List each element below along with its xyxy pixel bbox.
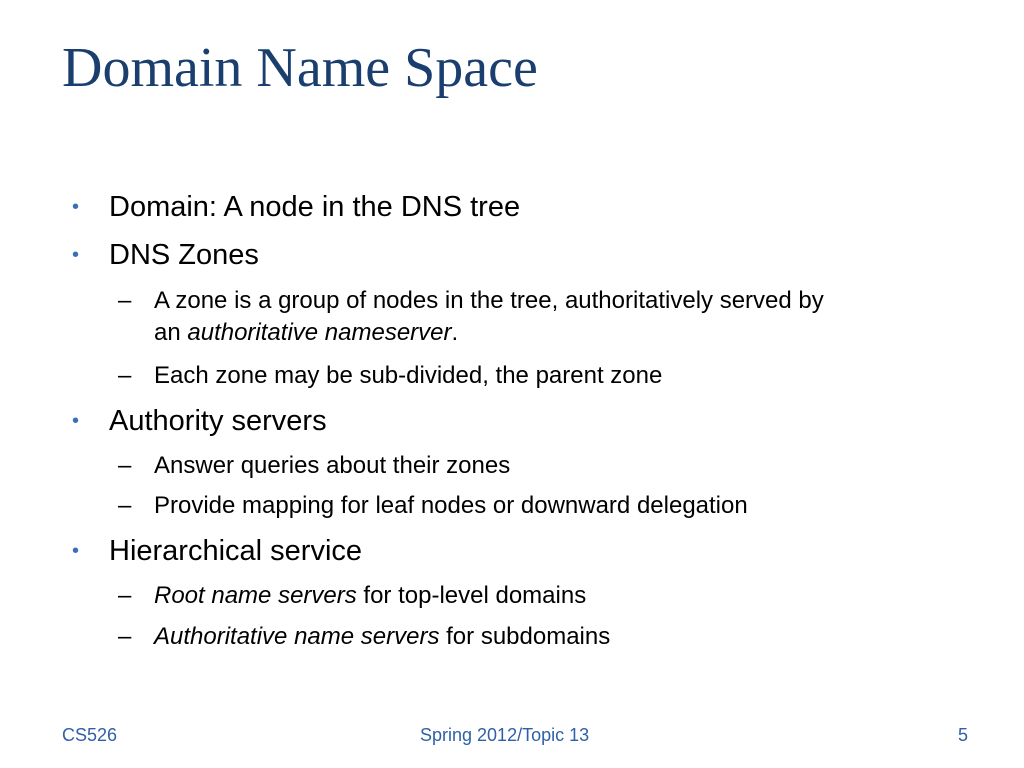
bullet-hierarchical-service: Hierarchical service	[109, 535, 363, 567]
footer-course: CS526	[62, 725, 118, 745]
sub-bullet-subdivided: Each zone may be sub-divided, the parent zone	[154, 362, 663, 389]
footer-page-number: 5	[958, 725, 969, 745]
sub-bullet-provide-mapping: Provide mapping for leaf nodes or downward delegation	[154, 492, 748, 519]
dash-marker: –	[118, 582, 132, 609]
sub-bullet-zone-definition: A zone is a group of nodes in the tree, authoritatively served by	[154, 287, 824, 314]
bullet-marker: •	[72, 196, 80, 218]
dash-marker: –	[118, 623, 132, 650]
authoritative-nameserver-term: authoritative nameserver	[187, 319, 452, 346]
dash-marker: –	[118, 362, 132, 389]
bullet-dns-zones: DNS Zones	[109, 239, 259, 271]
bullet-domain: Domain: A node in the DNS tree	[109, 191, 521, 223]
dash-marker: –	[118, 287, 132, 314]
sub-bullet-zone-definition-cont: an authoritative nameserver.	[154, 319, 459, 346]
bullet-marker: •	[72, 540, 80, 562]
bullet-authority-servers: Authority servers	[109, 405, 327, 437]
slide-title: Domain Name Space	[62, 37, 538, 99]
sub-bullet-answer-queries: Answer queries about their zones	[154, 452, 511, 479]
footer-topic: Spring 2012/Topic 13	[420, 725, 590, 745]
dash-marker: –	[118, 452, 132, 479]
dash-marker: –	[118, 492, 132, 519]
bullet-marker: •	[72, 244, 80, 266]
sub-bullet-root-name-servers: Root name servers for top-level domains	[154, 582, 587, 609]
sub-bullet-authoritative-name-servers: Authoritative name servers for subdomains	[154, 623, 611, 650]
bullet-marker: •	[72, 410, 80, 432]
